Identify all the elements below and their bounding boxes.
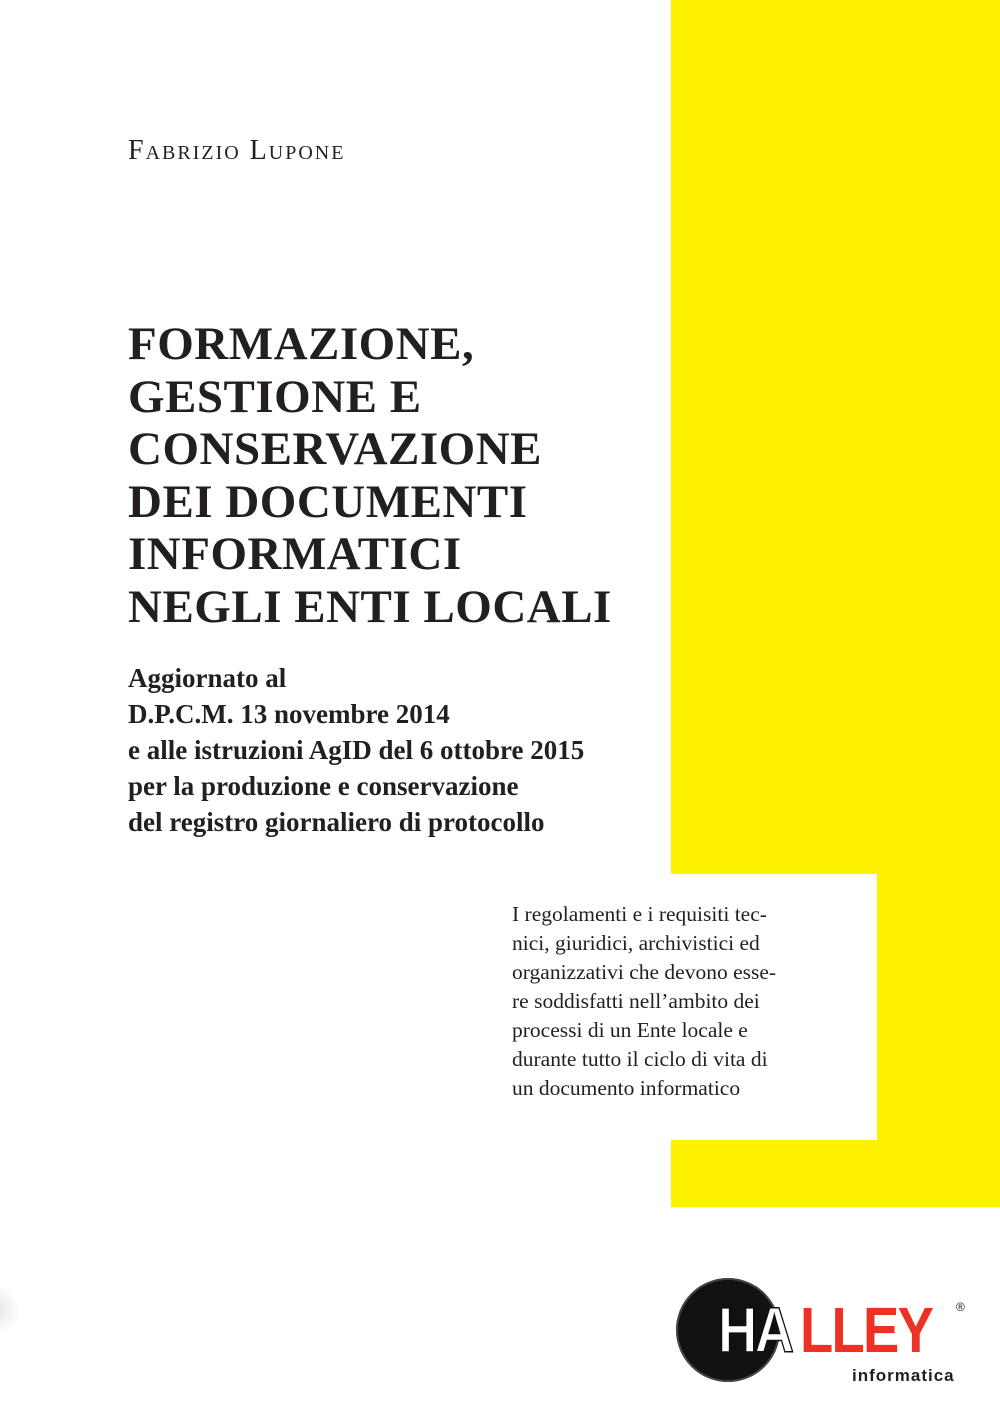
title-line: NEGLI ENTI LOCALI [128, 580, 612, 633]
subtitle-line: D.P.C.M. 13 novembre 2014 [128, 699, 450, 729]
logo-tagline: informatica [852, 1366, 955, 1385]
blurb-line: re soddisfatti nell’ambito dei [512, 989, 760, 1013]
author-name: Fabrizio Lupone [128, 135, 346, 166]
book-title [128, 318, 612, 633]
title-line: GESTIONE E [128, 370, 422, 423]
logo-text-lley: LLEY [800, 1294, 933, 1366]
halley-informatica-logo [672, 1270, 982, 1390]
subtitle-line: per la produzione e conservazione [128, 771, 519, 801]
title-line: CONSERVAZIONE [128, 423, 543, 475]
blurb-line: durante tutto il ciclo di vita di [512, 1047, 768, 1071]
blurb-line: processi di un Ente locale e [512, 1018, 748, 1042]
subtitle-line: Aggiornato al [128, 663, 287, 693]
blurb-line: organizzativi che devono esse- [512, 960, 777, 984]
title-line: FORMAZIONE, [128, 318, 475, 370]
title-line: DEI DOCUMENTI [128, 475, 528, 528]
book-subtitle [128, 660, 584, 840]
subtitle-line: del registro giornaliero di protocollo [128, 807, 545, 837]
registered-trademark-icon: ® [956, 1300, 965, 1314]
blurb-line: un documento informatico [512, 1076, 741, 1100]
cover-blurb [512, 900, 832, 1103]
blurb-line: I regolamenti e i requisiti tec- [512, 902, 767, 926]
subtitle-line: e alle istruzioni AgID del 6 ottobre 2015 [128, 735, 585, 765]
title-line: INFORMATICI [128, 528, 462, 580]
logo-text-ha: HA [718, 1294, 792, 1366]
blurb-line: nici, giuridici, archivistici ed [512, 931, 760, 955]
scan-shadow [0, 1285, 20, 1335]
